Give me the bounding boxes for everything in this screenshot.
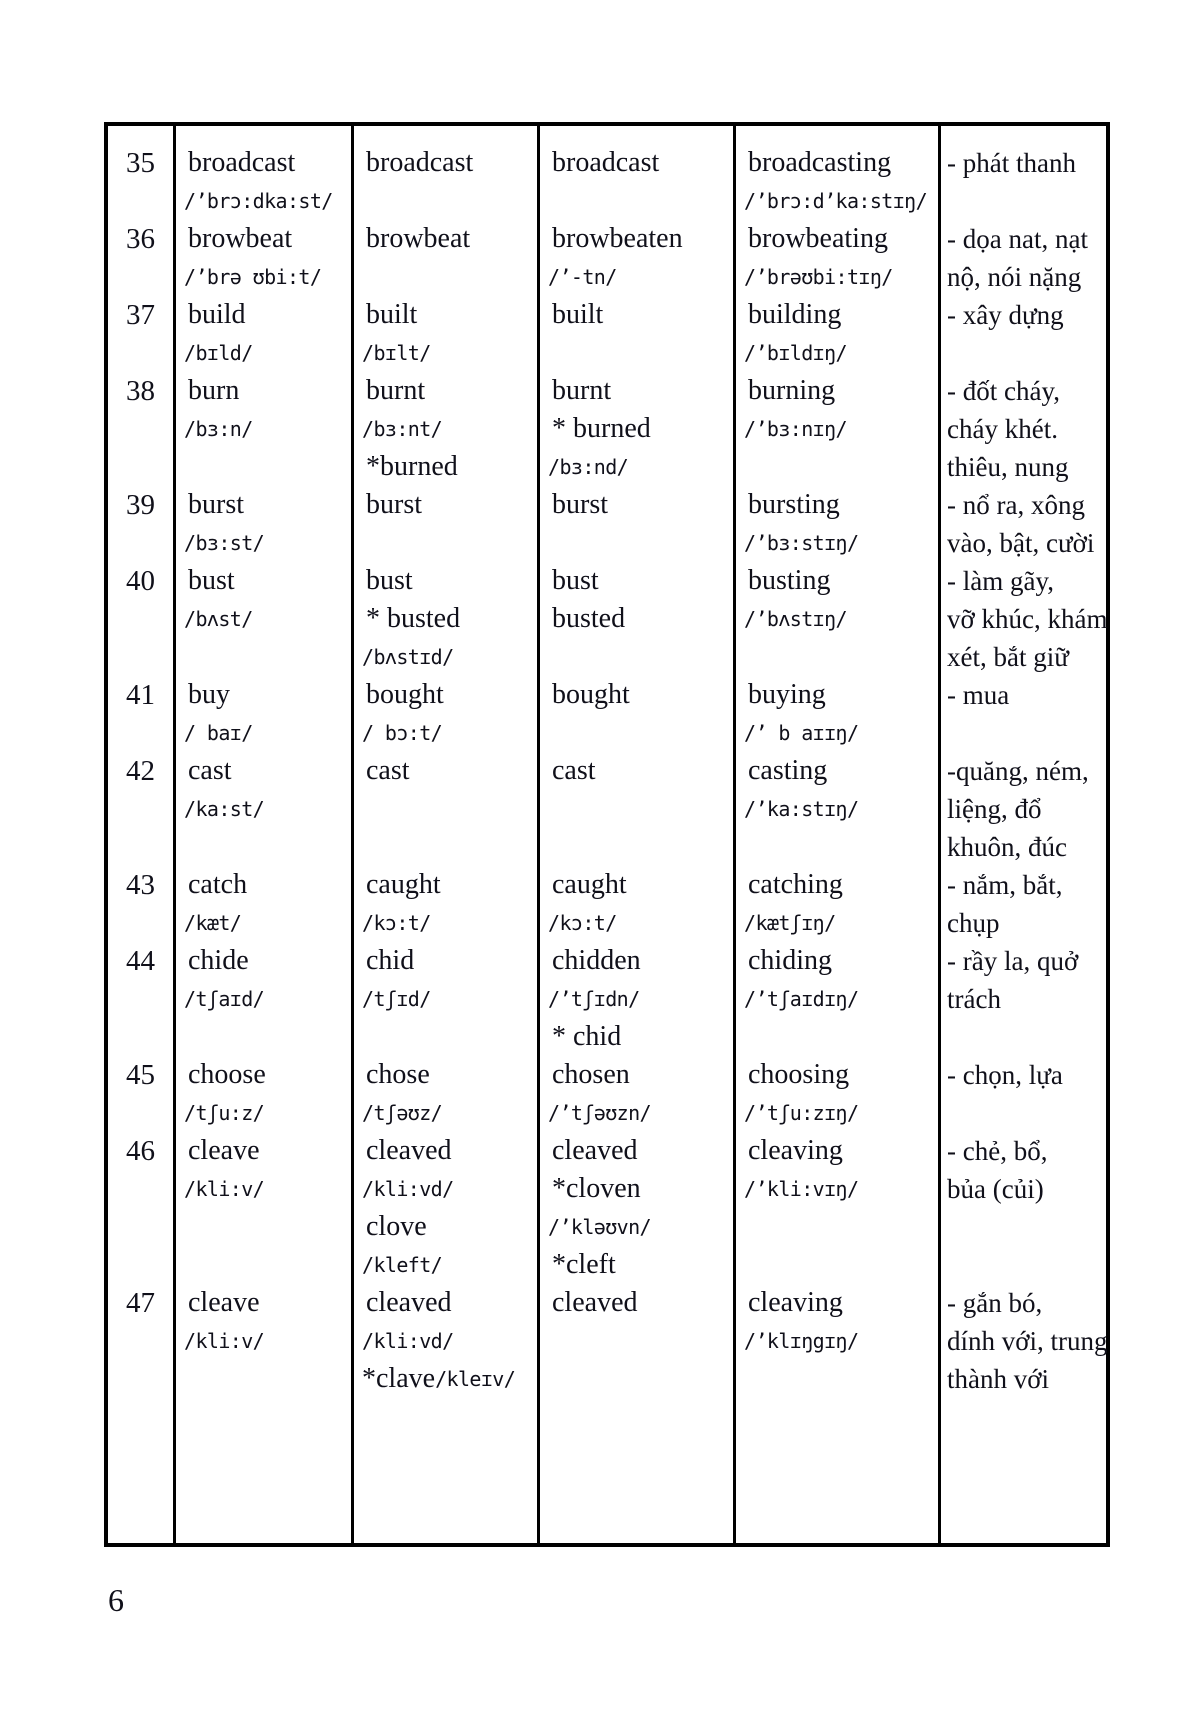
cell-past-participle	[540, 866, 736, 942]
meaning-text: - chẻ, bổ,	[947, 1135, 1048, 1166]
verb-text: burn	[188, 375, 240, 406]
verb-text: caught	[366, 869, 441, 900]
verb-text: caught	[552, 869, 627, 900]
cell-past-participle	[540, 126, 736, 220]
verb-text: chid	[366, 945, 415, 976]
verb-text: busted	[552, 603, 626, 634]
cell-meaning	[941, 676, 1106, 752]
row-number: 40	[126, 564, 155, 597]
ipa-text: /’tʃu:zɪŋ/	[744, 1101, 859, 1125]
verb-text: bust	[552, 565, 599, 596]
verb-text: burnt	[552, 375, 612, 406]
ipa-text: /’tʃəʊzn/	[548, 1101, 651, 1125]
meaning-text: vào, bật, cười	[947, 527, 1095, 558]
meaning-text: - làm gãy,	[947, 565, 1054, 596]
verb-text: *cloven	[552, 1173, 641, 1204]
verb-text: built	[552, 299, 604, 330]
verb-text: broadcasting	[748, 147, 892, 178]
meaning-text: - xây dựng	[947, 299, 1064, 330]
meaning-text: - dọa nat, nạt	[947, 223, 1088, 254]
ipa-text: /’kli:vɪŋ/	[744, 1177, 859, 1201]
ipa-text: /’bʌstɪŋ/	[744, 607, 847, 631]
verb-text: cleaved	[366, 1287, 452, 1318]
verb-text: choosing	[748, 1059, 850, 1090]
verb-text: catch	[188, 869, 248, 900]
cell-meaning	[941, 296, 1106, 372]
ipa-text: /kæt/	[184, 911, 242, 935]
cell-base-form	[176, 296, 354, 372]
ipa-text: /’bɜ:nɪŋ/	[744, 417, 847, 441]
table-bottom-spacer	[354, 1398, 540, 1543]
cell-index	[108, 296, 176, 372]
row-number: 37	[126, 298, 155, 331]
ipa-text: /bɪld/	[184, 341, 253, 365]
verb-text: casting	[748, 755, 828, 786]
verb-text: burst	[188, 489, 244, 520]
cell-past-tense	[354, 676, 540, 752]
ipa-text: /’brə ʊbi:t/	[184, 265, 322, 289]
cell-index	[108, 220, 176, 296]
ipa-text: /’brəʊbi:tɪŋ/	[744, 265, 893, 289]
row-number: 38	[126, 374, 155, 407]
cell-present-participle	[736, 752, 941, 866]
ipa-text: /kleft/	[362, 1253, 443, 1277]
verb-text: buying	[748, 679, 826, 710]
cell-index	[108, 1132, 176, 1284]
row-number: 45	[126, 1058, 155, 1091]
row-number: 43	[126, 868, 155, 901]
cell-present-participle	[736, 562, 941, 676]
cell-index	[108, 126, 176, 220]
cell-past-tense	[354, 296, 540, 372]
cell-base-form	[176, 126, 354, 220]
cell-past-participle	[540, 1132, 736, 1284]
meaning-text: vỡ khúc, khám	[947, 603, 1108, 634]
ipa-text: /kli:v/	[184, 1329, 265, 1353]
cell-present-participle	[736, 126, 941, 220]
cell-base-form	[176, 486, 354, 562]
verb-text: * burned	[552, 413, 651, 444]
cell-past-tense	[354, 372, 540, 486]
meaning-text: nộ, nói nặng	[947, 261, 1082, 292]
verb-text: * busted	[366, 603, 461, 634]
verb-text: bust	[366, 565, 413, 596]
verb-text: chosen	[552, 1059, 630, 1090]
ipa-text: /tʃaɪd/	[184, 987, 265, 1011]
ipa-text: /kɔ:t/	[362, 911, 431, 935]
verb-text: built	[366, 299, 418, 330]
ipa-text: /’kləʊvn/	[548, 1215, 651, 1239]
verb-text: broadcast	[188, 147, 296, 178]
row-number: 44	[126, 944, 155, 977]
cell-base-form	[176, 1132, 354, 1284]
cell-past-tense	[354, 486, 540, 562]
cell-index	[108, 752, 176, 866]
row-number: 42	[126, 754, 155, 787]
verb-text: bust	[188, 565, 235, 596]
cell-meaning	[941, 1056, 1106, 1132]
cell-past-participle	[540, 220, 736, 296]
row-number: 35	[126, 146, 155, 179]
verb-text: bought	[552, 679, 630, 710]
cell-present-participle	[736, 942, 941, 1056]
verb-text: cleave	[188, 1287, 260, 1318]
ipa-text: /tʃɪd/	[362, 987, 431, 1011]
verb-text: chiding	[748, 945, 832, 976]
verb-ipa-text	[354, 1360, 537, 1398]
ipa-text: /’klɪŋgɪŋ/	[744, 1329, 859, 1353]
verb-table	[104, 122, 1110, 1547]
ipa-text: /bɜ:n/	[184, 417, 253, 441]
ipa-text: /bɜ:st/	[184, 531, 265, 555]
cell-base-form	[176, 752, 354, 866]
verb-text: bursting	[748, 489, 840, 520]
meaning-text: khuôn, đúc	[947, 831, 1067, 862]
verb-text: cleaving	[748, 1287, 843, 1318]
cell-base-form	[176, 676, 354, 752]
meaning-text: chụp	[947, 907, 1000, 938]
cell-past-participle	[540, 372, 736, 486]
cell-past-tense	[354, 126, 540, 220]
cell-past-participle	[540, 1284, 736, 1398]
verb-text: cast	[188, 755, 232, 786]
verb-text: cleaving	[748, 1135, 843, 1166]
row-number: 41	[126, 678, 155, 711]
ipa-text: /’bɜ:stɪŋ/	[744, 531, 859, 555]
verb-text: broadcast	[552, 147, 660, 178]
ipa-text: /ka:st/	[184, 797, 265, 821]
meaning-text: -quăng, ném,	[947, 755, 1089, 786]
ipa-text: /tʃu:z/	[184, 1101, 265, 1125]
cell-present-participle	[736, 866, 941, 942]
cell-past-tense	[354, 1284, 540, 1398]
verb-text: clove	[366, 1211, 427, 1242]
meaning-text: - rầy la, quở	[947, 945, 1079, 976]
ipa-text: /bʌstɪd/	[362, 645, 454, 669]
verb-text: chidden	[552, 945, 641, 976]
cell-past-tense	[354, 866, 540, 942]
verb-text: cleaved	[552, 1135, 638, 1166]
cell-meaning	[941, 866, 1106, 942]
cell-present-participle	[736, 296, 941, 372]
ipa-text: /’tʃaɪdɪŋ/	[744, 987, 859, 1011]
table-bottom-spacer	[540, 1398, 736, 1543]
verb-text: chose	[366, 1059, 430, 1090]
verb-text: browbeating	[748, 223, 888, 254]
verb-text: building	[748, 299, 842, 330]
meaning-text: - phát thanh	[947, 147, 1076, 178]
meaning-text: - nổ ra, xông	[947, 489, 1085, 520]
cell-present-participle	[736, 676, 941, 752]
ipa-text: /’brɔ:dka:st/	[184, 189, 333, 213]
ipa-text: /kɔ:t/	[548, 911, 617, 935]
cell-past-tense	[354, 1056, 540, 1132]
cell-base-form	[176, 1284, 354, 1398]
cell-index	[108, 676, 176, 752]
verb-text: * chid	[552, 1021, 622, 1052]
cell-index	[108, 562, 176, 676]
cell-meaning	[941, 372, 1106, 486]
cell-index	[108, 486, 176, 562]
row-number: 39	[126, 488, 155, 521]
verb-text: buy	[188, 679, 230, 710]
cell-past-participle	[540, 942, 736, 1056]
cell-past-participle	[540, 676, 736, 752]
verb-text: burst	[366, 489, 422, 520]
verb-text: chide	[188, 945, 249, 976]
ipa-text: /bɜ:nt/	[362, 417, 443, 441]
cell-past-participle	[540, 1056, 736, 1132]
verb-text: busting	[748, 565, 831, 596]
cell-present-participle	[736, 372, 941, 486]
verb-text: cleaved	[552, 1287, 638, 1318]
verb-text: burnt	[366, 375, 426, 406]
cell-meaning	[941, 562, 1106, 676]
meaning-text: - gắn bó,	[947, 1287, 1043, 1318]
cell-index	[108, 1056, 176, 1132]
verb-text: build	[188, 299, 246, 330]
meaning-text: bủa (củi)	[947, 1173, 1044, 1204]
cell-meaning	[941, 486, 1106, 562]
cell-present-participle	[736, 1284, 941, 1398]
cell-index	[108, 942, 176, 1056]
cell-base-form	[176, 866, 354, 942]
verb-text: cast	[552, 755, 596, 786]
cell-past-tense	[354, 562, 540, 676]
cell-meaning	[941, 752, 1106, 866]
ipa-text: /bɪlt/	[362, 341, 431, 365]
cell-base-form	[176, 220, 354, 296]
ipa-text: /kætʃɪŋ/	[744, 911, 836, 935]
meaning-text: - chọn, lựa	[947, 1059, 1063, 1090]
verb-text: bought	[366, 679, 444, 710]
cell-meaning	[941, 126, 1106, 220]
cell-present-participle	[736, 1056, 941, 1132]
ipa-text: /kli:vd/	[362, 1329, 454, 1353]
row-number: 36	[126, 222, 155, 255]
ipa-text: /bʌst/	[184, 607, 253, 631]
cell-meaning	[941, 1132, 1106, 1284]
meaning-text: dính với, trung	[947, 1325, 1108, 1356]
verb-text: cleave	[188, 1135, 260, 1166]
table-bottom-spacer	[736, 1398, 941, 1543]
table-bottom-spacer	[176, 1398, 354, 1543]
page-number: 6	[108, 1582, 124, 1618]
cell-base-form	[176, 562, 354, 676]
verb-text: *clave	[362, 1363, 436, 1394]
ipa-text: /’tʃɪdn/	[548, 987, 640, 1011]
ipa-text: /’ b aɪɪŋ/	[744, 721, 859, 745]
row-number: 46	[126, 1134, 155, 1167]
verb-text: burning	[748, 375, 836, 406]
ipa-text: /’-tn/	[548, 265, 617, 289]
ipa-text: /’ka:stɪŋ/	[744, 797, 859, 821]
cell-past-tense	[354, 752, 540, 866]
ipa-text: / baɪ/	[184, 721, 253, 745]
ipa-text: /’bɪldɪŋ/	[744, 341, 847, 365]
cell-index	[108, 1284, 176, 1398]
cell-past-tense	[354, 1132, 540, 1284]
cell-meaning	[941, 1284, 1106, 1398]
table-bottom-spacer	[108, 1398, 176, 1543]
cell-past-tense	[354, 220, 540, 296]
meaning-text: trách	[947, 983, 1001, 1014]
verb-text: *burned	[366, 451, 458, 482]
ipa-text: /kli:vd/	[362, 1177, 454, 1201]
cell-index	[108, 372, 176, 486]
verb-text: catching	[748, 869, 843, 900]
cell-base-form	[176, 942, 354, 1056]
ipa-text: / bɔ:t/	[362, 721, 443, 745]
ipa-text: /’brɔ:d’ka:stɪŋ/	[744, 189, 928, 213]
meaning-text: thành với	[947, 1363, 1050, 1394]
verb-text: cleaved	[366, 1135, 452, 1166]
ipa-text: /kli:v/	[184, 1177, 265, 1201]
meaning-text: - đốt cháy,	[947, 375, 1060, 406]
cell-meaning	[941, 942, 1106, 1056]
cell-base-form	[176, 1056, 354, 1132]
meaning-text: - mua	[947, 679, 1010, 710]
meaning-text: liệng, đổ	[947, 793, 1042, 824]
cell-present-participle	[736, 486, 941, 562]
meaning-text: xét, bắt giữ	[947, 641, 1069, 672]
verb-text: browbeat	[188, 223, 293, 254]
verb-text: broadcast	[366, 147, 474, 178]
cell-base-form	[176, 372, 354, 486]
meaning-text: cháy khét.	[947, 413, 1058, 444]
ipa-text: /kleɪv/	[435, 1367, 516, 1391]
cell-past-participle	[540, 296, 736, 372]
table-bottom-spacer	[941, 1398, 1106, 1543]
ipa-text: /bɜ:nd/	[548, 455, 629, 479]
verb-text: browbeat	[366, 223, 471, 254]
cell-past-participle	[540, 752, 736, 866]
cell-present-participle	[736, 1132, 941, 1284]
verb-text: cast	[366, 755, 410, 786]
cell-index	[108, 866, 176, 942]
verb-text: *cleft	[552, 1249, 616, 1280]
meaning-text: thiêu, nung	[947, 451, 1069, 482]
cell-past-participle	[540, 562, 736, 676]
verb-text: burst	[552, 489, 608, 520]
meaning-text: - nắm, bắt,	[947, 869, 1063, 900]
cell-past-participle	[540, 486, 736, 562]
cell-meaning	[941, 220, 1106, 296]
ipa-text: /tʃəʊz/	[362, 1101, 443, 1125]
verb-text: browbeaten	[552, 223, 683, 254]
cell-past-tense	[354, 942, 540, 1056]
row-number: 47	[126, 1286, 155, 1319]
verb-text: choose	[188, 1059, 266, 1090]
cell-present-participle	[736, 220, 941, 296]
